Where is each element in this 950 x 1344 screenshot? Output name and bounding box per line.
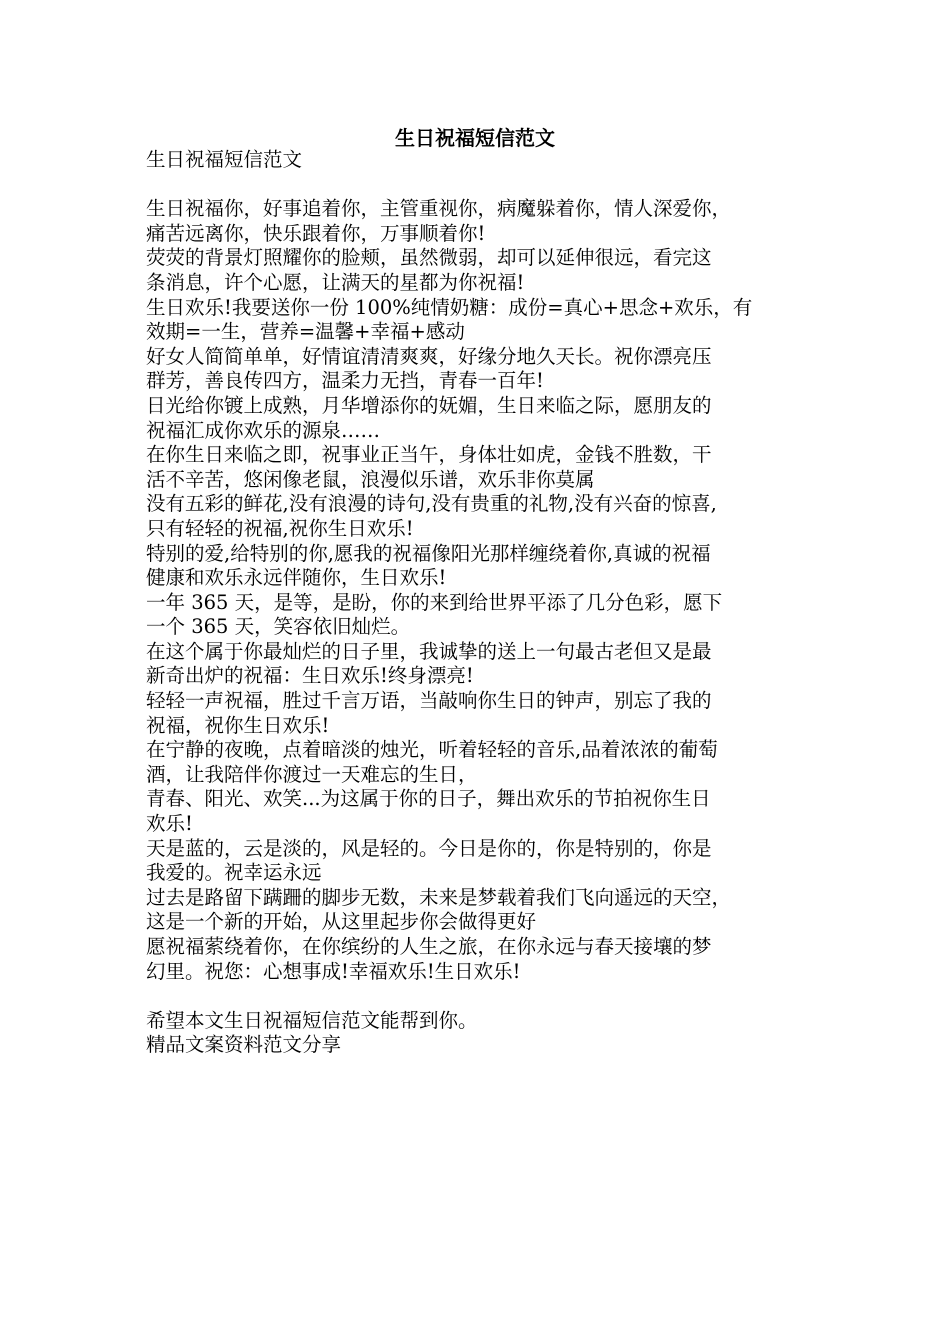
body-line: 这是一个新的开始，从这里起步你会做得更好 [146, 910, 537, 934]
body-line: 幻里。祝您：心想事成!幸福欢乐!生日欢乐! [146, 959, 521, 983]
body-line: 条消息，许个心愿，让满天的星都为你祝福! [146, 270, 525, 294]
blank-line [146, 173, 814, 198]
body-line: 好女人简简单单，好情谊清清爽爽，好缘分地久天长。祝你漂亮压 [146, 344, 712, 368]
body-line: 生日欢乐!我要送你一份 100%纯情奶糖：成份=真心+思念+欢乐，有 [146, 295, 753, 319]
body-line: 轻轻一声祝福，胜过千言万语，当敲响你生日的钟声，别忘了我的 [146, 689, 712, 713]
document-body [146, 148, 814, 1058]
body-line: 效期=一生，营养=温馨+幸福+感动 [146, 320, 465, 344]
body-line: 祝福汇成你欢乐的源泉…… [146, 418, 381, 442]
body-line: 生日祝福你，好事追着你，主管重视你，病魔躲着你，情人深爱你， [146, 197, 732, 221]
blank-line [146, 984, 814, 1009]
body-line: 天是蓝的，云是淡的，风是轻的。今日是你的，你是特别的，你是 [146, 836, 712, 860]
body-line: 欢乐! [146, 812, 193, 836]
body-line: 日光给你镀上成熟，月华增添你的妩媚，生日来临之际，愿朋友的 [146, 393, 712, 417]
body-line: 活不辛苦，悠闲像老鼠，浪漫似乐谱，欢乐非你莫属 [146, 467, 595, 491]
body-line: 特别的爱,给特别的你,愿我的祝福像阳光那样缠绕着你,真诚的祝福 [146, 541, 711, 565]
body-line: 酒，让我陪伴你渡过一天难忘的生日， [146, 762, 478, 786]
body-line: 在宁静的夜晚，点着暗淡的烛光，听着轻轻的音乐,品着浓浓的葡萄 [146, 738, 718, 762]
body-line: 痛苦远离你，快乐跟着你，万事顺着你! [146, 221, 486, 245]
closing-line: 希望本文生日祝福短信范文能帮到你。 [146, 1008, 478, 1032]
body-line: 一年 365 天，是等，是盼，你的来到给世界平添了几分色彩，愿下 [146, 590, 723, 614]
body-line: 新奇出炉的祝福：生日欢乐!终身漂亮! [146, 664, 474, 688]
body-line: 只有轻轻的祝福,祝你生日欢乐! [146, 516, 414, 540]
body-line: 群芳，善良传四方，温柔力无挡，青春一百年! [146, 369, 544, 393]
body-line: 青春、阳光、欢笑...为这属于你的日子，舞出欢乐的节拍祝你生日 [146, 787, 711, 811]
body-line: 过去是路留下蹒跚的脚步无数，未来是梦载着我们飞向遥远的天空， [146, 885, 732, 909]
body-line: 在你生日来临之即，祝事业正当午，身体壮如虎，金钱不胜数，干 [146, 443, 712, 467]
footer-line: 精品文案资料范文分享 [146, 1033, 342, 1057]
body-line: 荧荧的背景灯照耀你的脸颊，虽然微弱，却可以延伸很远，看完这 [146, 246, 712, 270]
body-line: 一个 365 天，笑容依旧灿烂。 [146, 615, 411, 639]
body-line: 健康和欢乐永远伴随你，生日欢乐! [146, 566, 447, 590]
body-line: 我爱的。祝幸运永远 [146, 861, 322, 885]
document-title: 生日祝福短信范文 [395, 126, 555, 150]
body-line: 祝福，祝你生日欢乐! [146, 713, 330, 737]
document-subtitle: 生日祝福短信范文 [146, 148, 303, 171]
body-line: 没有五彩的鲜花,没有浪漫的诗句,没有贵重的礼物,没有兴奋的惊喜, [146, 492, 717, 516]
body-line: 在这个属于你最灿烂的日子里，我诚挚的送上一句最古老但又是最 [146, 639, 712, 663]
body-line: 愿祝福萦绕着你，在你缤纷的人生之旅，在你永远与春天接壤的梦 [146, 935, 712, 958]
